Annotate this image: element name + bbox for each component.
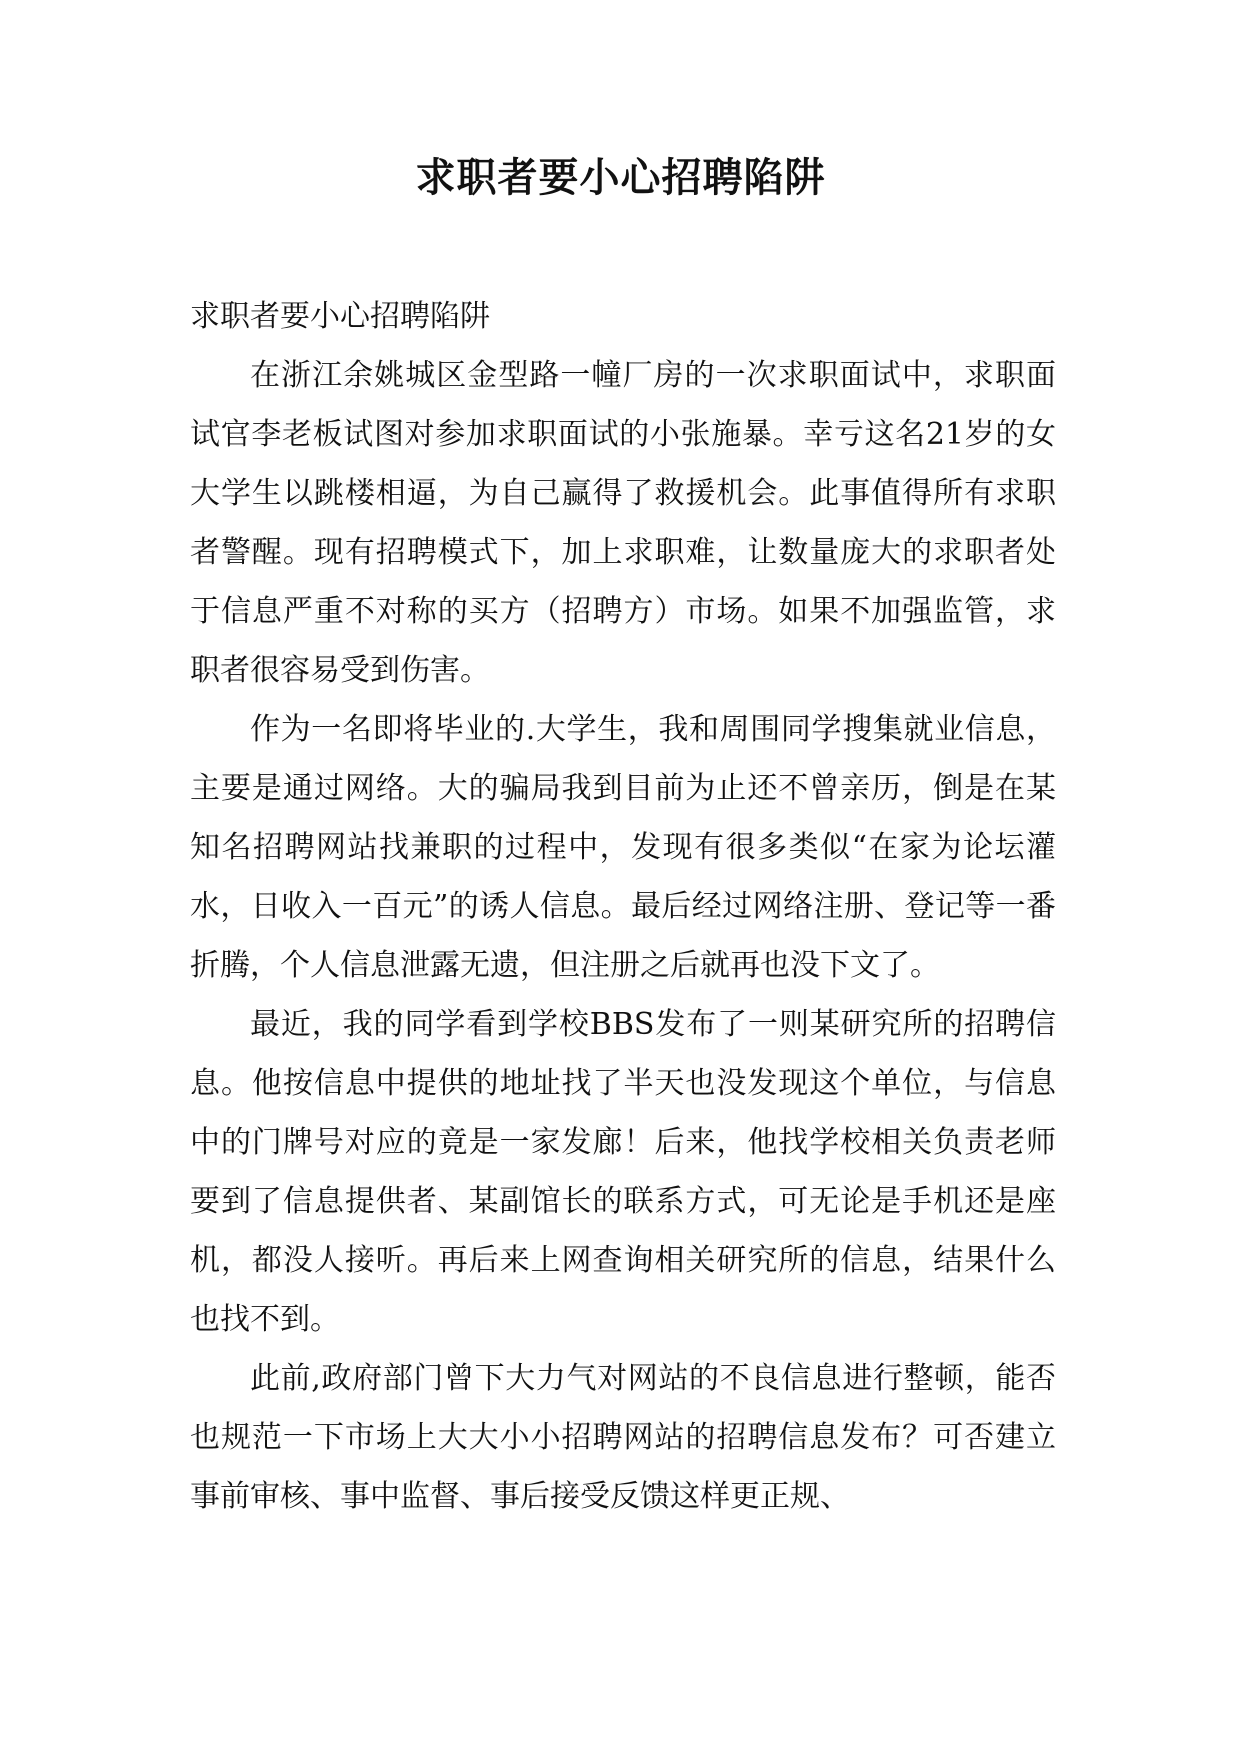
- document-title: 求职者要小心招聘陷阱: [415, 154, 826, 201]
- paragraph-3: 最近，我的同学看到学校BBS发布了一则某研究所的招聘信息。他按信息中提供的地址找了半天也没发现这个单位，与信息中的门牌号对应的竟是一家发廊！后来，他找学校相关负责老师要到了信息提供者、某副馆长的联系方式，可无论是手机还是座机，都没人接听。再后来上网查询相关研究所的信息，结果什么也找不到。: [190, 1007, 1056, 1337]
- paragraph-4: 此前,政府部门曾下大力气对网站的不良信息进行整顿，能否也规范一下市场上大大小小招聘网站的招聘信息发布？可否建立事前审核、事中监督、事后接受反馈这样更正规、: [190, 1361, 1056, 1514]
- document-subtitle: 求职者要小心招聘陷阱: [190, 299, 490, 334]
- paragraph-2: 作为一名即将毕业的.大学生，我和周围同学搜集就业信息，主要是通过网络。大的骗局我到目前为止还不曾亲历，倒是在某知名招聘网站找兼职的过程中，发现有很多类似“在家为论坛灌水，日收入一百元”的诱人信息。最后经过网络注册、登记等一番折腾，个人信息泄露无遗，但注册之后就再也没下文了。: [190, 712, 1056, 983]
- paragraph-1: 在浙江余姚城区金型路一幢厂房的一次求职面试中，求职面试官李老板试图对参加求职面试的小张施暴。幸亏这名21岁的女大学生以跳楼相逼，为自己赢得了救援机会。此事值得所有求职者警醒。现有招聘模式下，加上求职难，让数量庞大的求职者处于信息严重不对称的买方（招聘方）市场。如果不加强监管，求职者很容易受到伤害。: [190, 358, 1056, 688]
- document-body: [190, 287, 1056, 1526]
